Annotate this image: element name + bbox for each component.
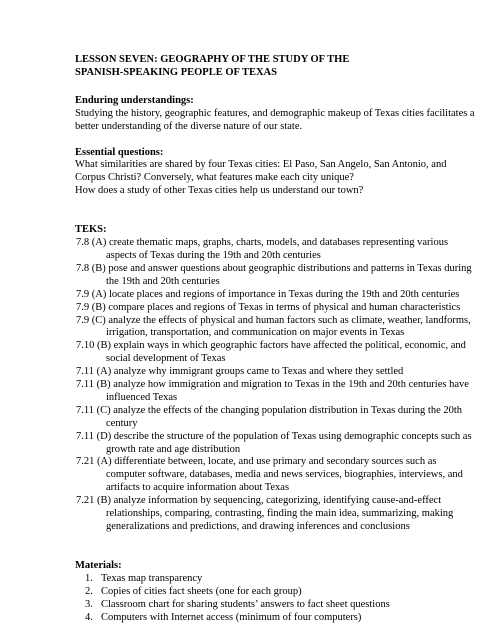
essential-heading: Essential questions:: [75, 146, 164, 158]
list-text: Copies of cities fact sheets (one for each group): [101, 585, 302, 597]
essential-question-1: What similarities are shared by four Texas cities: El Paso, San Angelo, San Antonio, and Corpus Christi? Conversely, what features make each city unique?: [75, 159, 447, 184]
teks-item: 7.8 (B) pose and answer questions about geographic distributions and patterns in Texas during the 19th and 20th centuries: [76, 262, 472, 287]
document-page: [75, 54, 475, 624]
teks-item: 7.10 (B) explain ways in which geographic factors have affected the political, economic, and social development of Texas: [76, 340, 466, 365]
teks-item: 7.9 (A) locate places and regions of importance in Texas during the 19th and 20th centuries: [76, 288, 460, 300]
list-number: 1.: [85, 572, 93, 584]
list-number: 3.: [85, 598, 93, 610]
lesson-title: LESSON SEVEN: GEOGRAPHY OF THE STUDY OF THE SPANISH-SPEAKING PEOPLE OF TEXAS: [75, 54, 350, 78]
teks-heading: TEKS:: [75, 224, 107, 236]
essential-section: [75, 147, 475, 199]
teks-item: 7.21 (B) analyze information by sequencing, categorizing, identifying cause-and-effect relationships, comparing, contrasting, finding the main idea, summarizing, making generalizations and predictions, and drawing inferences and conclusions: [76, 495, 454, 532]
teks-item: 7.11 (B) analyze how immigration and migration to Texas in the 19th and 20th centuries have influenced Texas: [76, 379, 469, 403]
teks-list: [75, 237, 475, 534]
essential-question-2: How does a study of other Texas cities help us understand our town?: [75, 185, 364, 197]
teks-item: 7.11 (A) analyze why immigrant groups came to Texas and where they settled: [76, 366, 404, 378]
enduring-text: Studying the history, geographic features, and demographic makeup of Texas cities facilitates a better understanding of the diverse nature of our state.: [75, 107, 475, 132]
list-item: [85, 573, 475, 586]
teks-item: 7.9 (C) analyze the effects of physical and human factors such as climate, weather, landforms, irrigation, transportation, and communication on major events in Texas: [76, 314, 471, 339]
list-item: [85, 586, 475, 599]
enduring-section: [75, 95, 475, 134]
teks-section: [75, 224, 475, 534]
materials-list: [75, 573, 475, 625]
teks-item: 7.9 (B) compare places and regions of Texas in terms of physical and human characteristics: [76, 301, 461, 313]
materials-heading: Materials:: [75, 559, 122, 571]
teks-item: 7.8 (A) create thematic maps, graphs, charts, models, and databases representing various aspects of Texas during the 19th and 20th centuries: [76, 237, 449, 261]
teks-item: 7.11 (C) analyze the effects of the changing population distribution in Texas during the 20th century: [76, 404, 463, 429]
materials-section: [75, 560, 475, 625]
list-item: [85, 612, 475, 625]
teks-item: 7.11 (D) describe the structure of the population of Texas using demographic concepts such as growth rate and age distribution: [76, 430, 472, 455]
list-number: 2.: [85, 585, 93, 597]
list-text: Computers with Internet access (minimum of four computers): [101, 611, 362, 623]
list-item: [85, 599, 475, 612]
teks-item: 7.21 (A) differentiate between, locate, and use primary and secondary sources such as computer software, databases, media and news services, biographies, interviews, and artifacts to acquire information about Texas: [76, 456, 463, 494]
enduring-heading: Enduring understandings:: [75, 94, 194, 106]
list-text: Texas map transparency: [101, 572, 203, 584]
list-text: Classroom chart for sharing students’ answers to fact sheet questions: [101, 598, 390, 610]
list-number: 4.: [85, 611, 93, 623]
